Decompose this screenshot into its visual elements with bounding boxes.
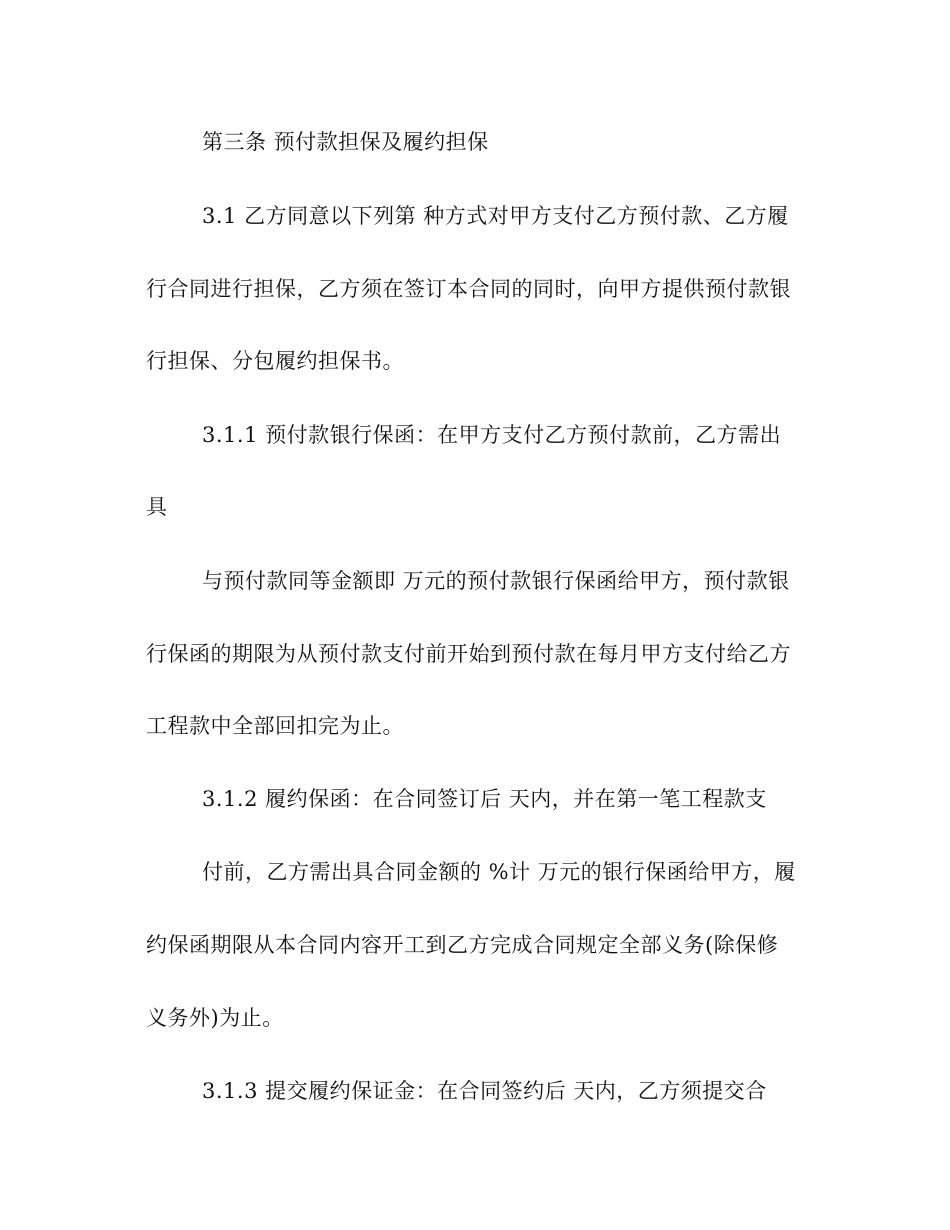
paragraph-line: 3.1.1 预付款银行保函：在甲方支付乙方预付款前，乙方需出 — [202, 423, 782, 447]
section-heading: 第三条 预付款担保及履约担保 — [202, 130, 489, 154]
paragraph-line: 行合同进行担保，乙方须在签订本合同的同时，向甲方提供预付款银 — [146, 277, 791, 301]
paragraph-line: 工程款中全部回扣完为止。 — [146, 714, 404, 738]
paragraph-line: 义务外)为止。 — [146, 1006, 284, 1030]
paragraph-line: 付前，乙方需出具合同金额的 %计 万元的银行保函给甲方，履 — [202, 860, 796, 884]
paragraph-line: 约保函期限从本合同内容开工到乙方完成合同规定全部义务(除保修 — [146, 933, 779, 957]
paragraph-line: 行保函的期限为从预付款支付前开始到预付款在每月甲方支付给乙方 — [146, 642, 791, 666]
paragraph-line: 具 — [146, 495, 168, 519]
paragraph-line: 与预付款同等金额即 万元的预付款银行保函给甲方，预付款银 — [202, 569, 790, 593]
paragraph-line: 行担保、分包履约担保书。 — [146, 349, 404, 373]
paragraph-line: 3.1 乙方同意以下列第 种方式对甲方支付乙方预付款、乙方履 — [202, 204, 789, 228]
paragraph-line: 3.1.3 提交履约保证金：在合同签约后 天内，乙方须提交合 — [202, 1079, 767, 1103]
paragraph-line: 3.1.2 履约保函：在合同签订后 天内，并在第一笔工程款支 — [202, 787, 767, 811]
